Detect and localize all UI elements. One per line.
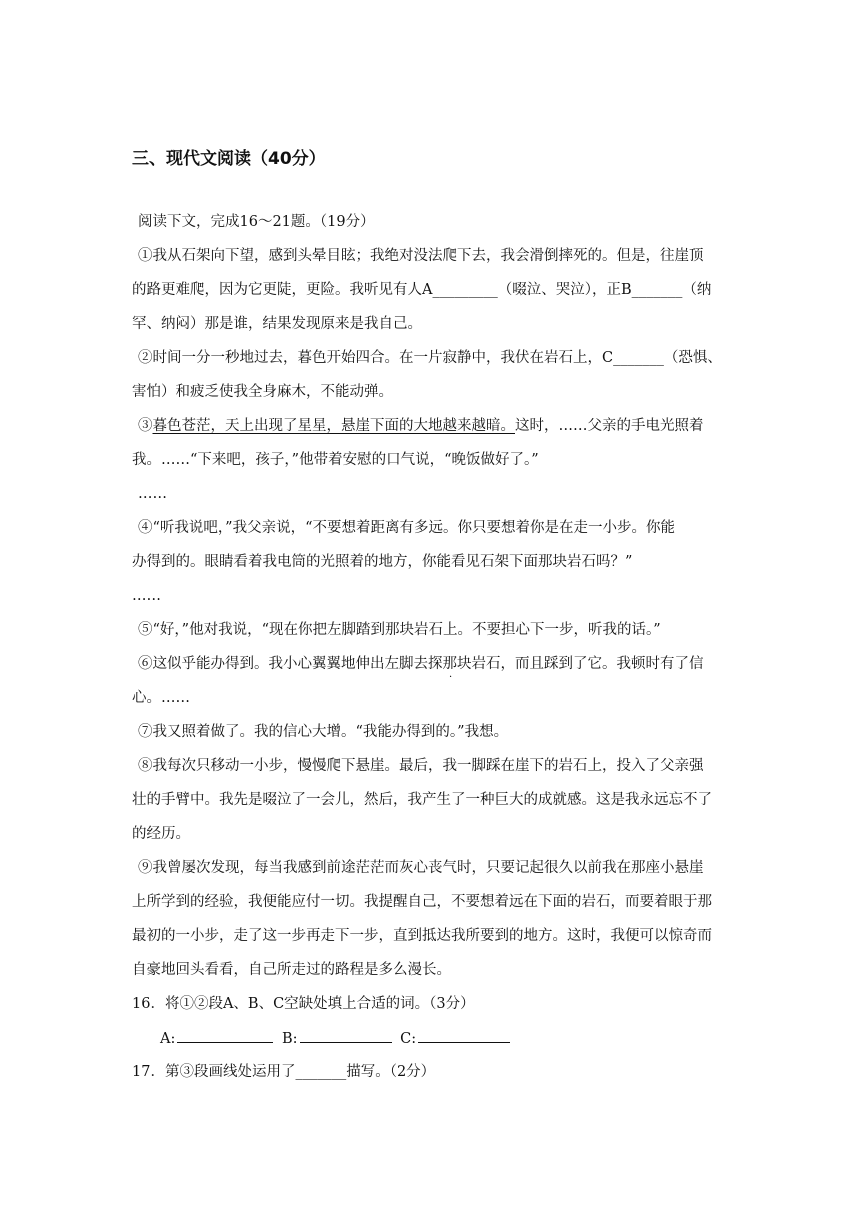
- passage-line-p1b: 的路更难爬，因为它更陡，更险。我听见有人A_________（啜泣、哭泣），正B_______（纳: [132, 282, 712, 298]
- passage-line-p9d: 自豪地回头看看，自己所走过的路程是多么漫长。: [132, 962, 451, 978]
- passage-line-p1a: ①我从石架向下望，感到头晕目眩；我绝对没法爬下去，我会滑倒摔死的。但是，往崖顶: [138, 248, 704, 264]
- underlined-sentence: 暮色苍茫，天上出现了星星，悬崖下面的大地越来越暗。: [152, 418, 515, 434]
- paragraph-3-rest: 这时，……父亲的手电光照着: [515, 418, 704, 434]
- answer-b-label: B:: [281, 1031, 298, 1047]
- passage-line-intro: 阅读下文，完成16～21题。（19分）: [138, 214, 375, 230]
- passage-line-p9a: ⑨我曾屡次发现，每当我感到前途茫茫而灰心丧气时，只要记起很久以前我在那座小悬崖: [138, 860, 704, 876]
- emphasis-dot: ·: [449, 672, 453, 683]
- passage-line-q16: 16．将①②段A、B、C空缺处填上合适的词。（3分）: [132, 996, 475, 1012]
- passage-line-p7: ⑦我又照着做了。我的信心大增。“我能办得到的。”我想。: [138, 724, 509, 740]
- paragraph-3-line-1: [138, 416, 704, 436]
- passage-line-p8b: 壮的手臂中。我先是啜泣了一会儿，然后，我产生了一种巨大的成就感。这是我永远忘不了: [132, 792, 712, 808]
- paragraph-3-line-2: 我。……“下来吧，孩子，”他带着安慰的口气说，“晚饭做好了。”: [132, 452, 539, 468]
- section-heading: 三、现代文阅读（40分）: [132, 149, 326, 169]
- passage-line-p5: ⑤“好，”他对我说，“现在你把左脚踏到那块岩石上。不要担心下一步，听我的话。”: [138, 622, 661, 638]
- passage-line-p6a: ⑥这似乎能办得到。我小心翼翼地伸出左脚去探那块岩石，而且踩到了它。我顿时有了信: [138, 656, 704, 672]
- passage-line-p2a: ②时间一分一秒地过去，暮色开始四合。在一片寂静中，我伏在岩石上，C_______（恐惧、: [138, 350, 722, 366]
- passage-line-p4b: 办得到的。眼睛看着我电筒的光照着的地方，你能看见石架下面那块岩石吗？”: [132, 554, 633, 570]
- passage-line-p2b: 害怕）和疲乏使我全身麻木，不能动弹。: [132, 384, 393, 400]
- paragraph-3-number: ③: [138, 418, 153, 434]
- passage-line-p1c: 罕、纳闷）那是谁，结果发现原来是我自己。: [132, 316, 422, 332]
- passage-line-q17: 17．第③段画线处运用了_______描写。（2分）: [132, 1064, 436, 1080]
- answer-b-blank[interactable]: [300, 1028, 392, 1043]
- answer-a-label: A:: [160, 1031, 176, 1047]
- ellipsis-line: ……: [138, 486, 167, 502]
- answer-c-label: C:: [400, 1031, 417, 1047]
- passage-line-p4a: ④“听我说吧，”我父亲说，“不要想着距离有多远。你只要想着你是在走一小步。你能: [138, 520, 675, 536]
- passage-line-p8c: 的经历。: [132, 826, 190, 842]
- passage-line-p6b: 心。……: [132, 690, 190, 706]
- answer-c-blank[interactable]: [418, 1028, 510, 1043]
- passage-line-p9b: 上所学到的经验，我便能应付一切。我提醒自己，不要想着远在下面的岩石，而要着眼于那: [132, 894, 712, 910]
- passage-line-p9c: 最初的一小步，走了这一步再走下一步，直到抵达我所要到的地方。这时，我便可以惊奇而: [132, 928, 712, 944]
- answer-row: [160, 1028, 514, 1049]
- passage-line-p8a: ⑧我每次只移动一小步，慢慢爬下悬崖。最后，我一脚踩在崖下的岩石上，投入了父亲强: [138, 758, 704, 774]
- answer-a-blank[interactable]: [177, 1028, 273, 1043]
- passage-line-ell2: ……: [132, 588, 161, 604]
